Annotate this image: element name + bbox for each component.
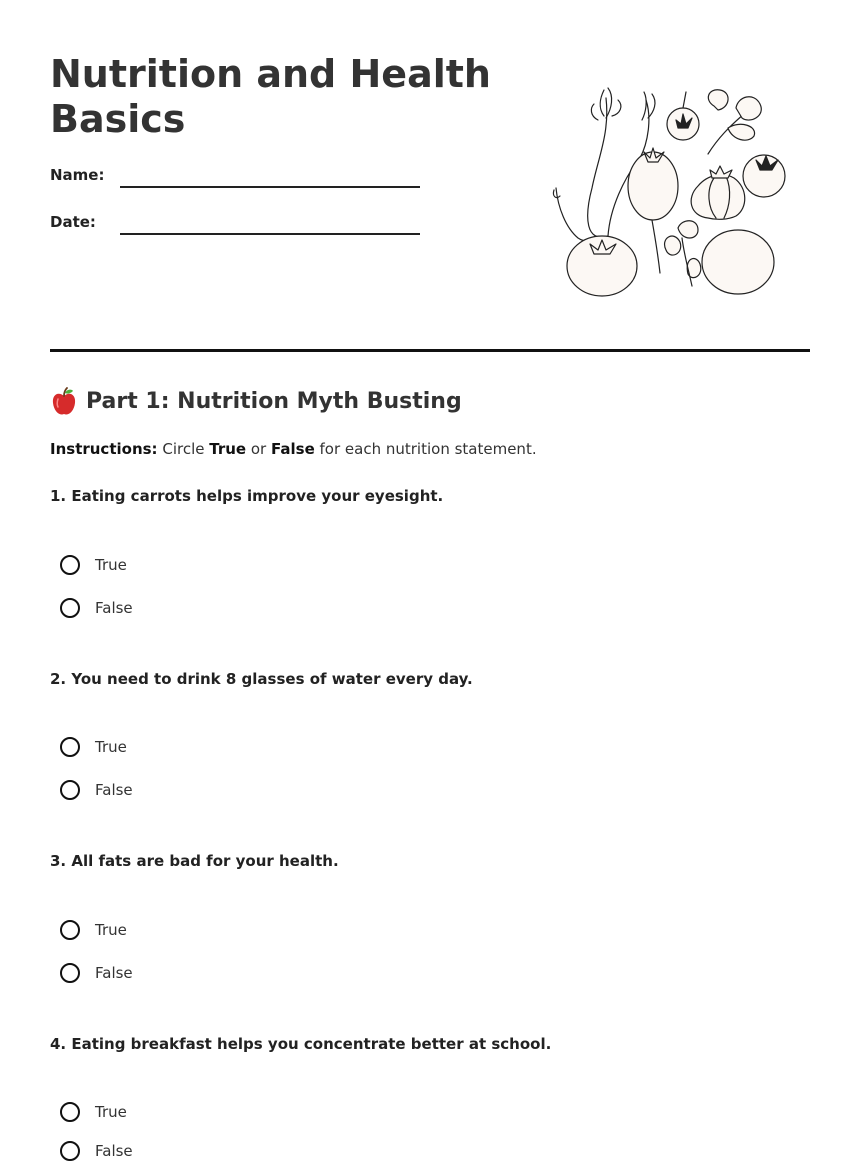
question-4-text: 4. Eating breakfast helps you concentrate better at school.	[50, 1035, 552, 1053]
instructions-suffix: for each nutrition statement.	[319, 440, 537, 458]
option-label: False	[95, 1142, 133, 1160]
question-4-option-false[interactable]	[60, 1138, 133, 1164]
option-label: True	[95, 1103, 127, 1121]
question-4-option-true[interactable]	[60, 1099, 127, 1125]
radio-button[interactable]	[60, 1141, 80, 1161]
section-divider	[50, 349, 810, 352]
name-line[interactable]	[120, 186, 420, 188]
name-label: Name:	[50, 166, 105, 184]
option-label: False	[95, 781, 133, 799]
page-title: Nutrition and Health Basics	[50, 52, 491, 141]
radio-button[interactable]	[60, 780, 80, 800]
option-label: True	[95, 921, 127, 939]
vegetables-illustration-icon	[548, 78, 792, 302]
radio-button[interactable]	[60, 920, 80, 940]
question-2-text: 2. You need to drink 8 glasses of water every day.	[50, 670, 473, 688]
radio-button[interactable]	[60, 598, 80, 618]
instructions-false-word: False	[271, 440, 315, 458]
radio-button[interactable]	[60, 737, 80, 757]
part1-title-text: Part 1: Nutrition Myth Busting	[86, 389, 462, 414]
instructions-or: or	[250, 440, 267, 458]
date-line[interactable]	[120, 233, 420, 235]
instructions-circle: Circle	[162, 440, 205, 458]
question-2-option-false[interactable]	[60, 777, 133, 803]
option-label: True	[95, 738, 127, 756]
date-label: Date:	[50, 213, 96, 231]
question-3	[50, 851, 810, 982]
question-1	[50, 486, 810, 617]
instructions-prefix: Instructions:	[50, 440, 158, 458]
option-label: False	[95, 599, 133, 617]
question-1-option-true[interactable]	[60, 552, 127, 578]
question-3-text: 3. All fats are bad for your health.	[50, 852, 339, 870]
question-1-option-false[interactable]	[60, 595, 133, 621]
part1-title	[50, 386, 462, 418]
radio-button[interactable]	[60, 1102, 80, 1122]
option-label: False	[95, 964, 133, 982]
name-field[interactable]	[50, 166, 430, 196]
question-1-text: 1. Eating carrots helps improve your eyesight.	[50, 487, 444, 505]
question-3-option-false[interactable]	[60, 960, 133, 986]
radio-button[interactable]	[60, 963, 80, 983]
date-field[interactable]	[50, 213, 430, 243]
instructions	[50, 440, 537, 458]
question-3-option-true[interactable]	[60, 917, 127, 943]
instructions-true-word: True	[209, 440, 247, 458]
question-4	[50, 1034, 810, 1160]
question-2-option-true[interactable]	[60, 734, 127, 760]
worksheet-page	[50, 0, 810, 1161]
radio-button[interactable]	[60, 555, 80, 575]
apple-icon	[50, 387, 78, 417]
option-label: True	[95, 556, 127, 574]
question-2	[50, 669, 810, 799]
